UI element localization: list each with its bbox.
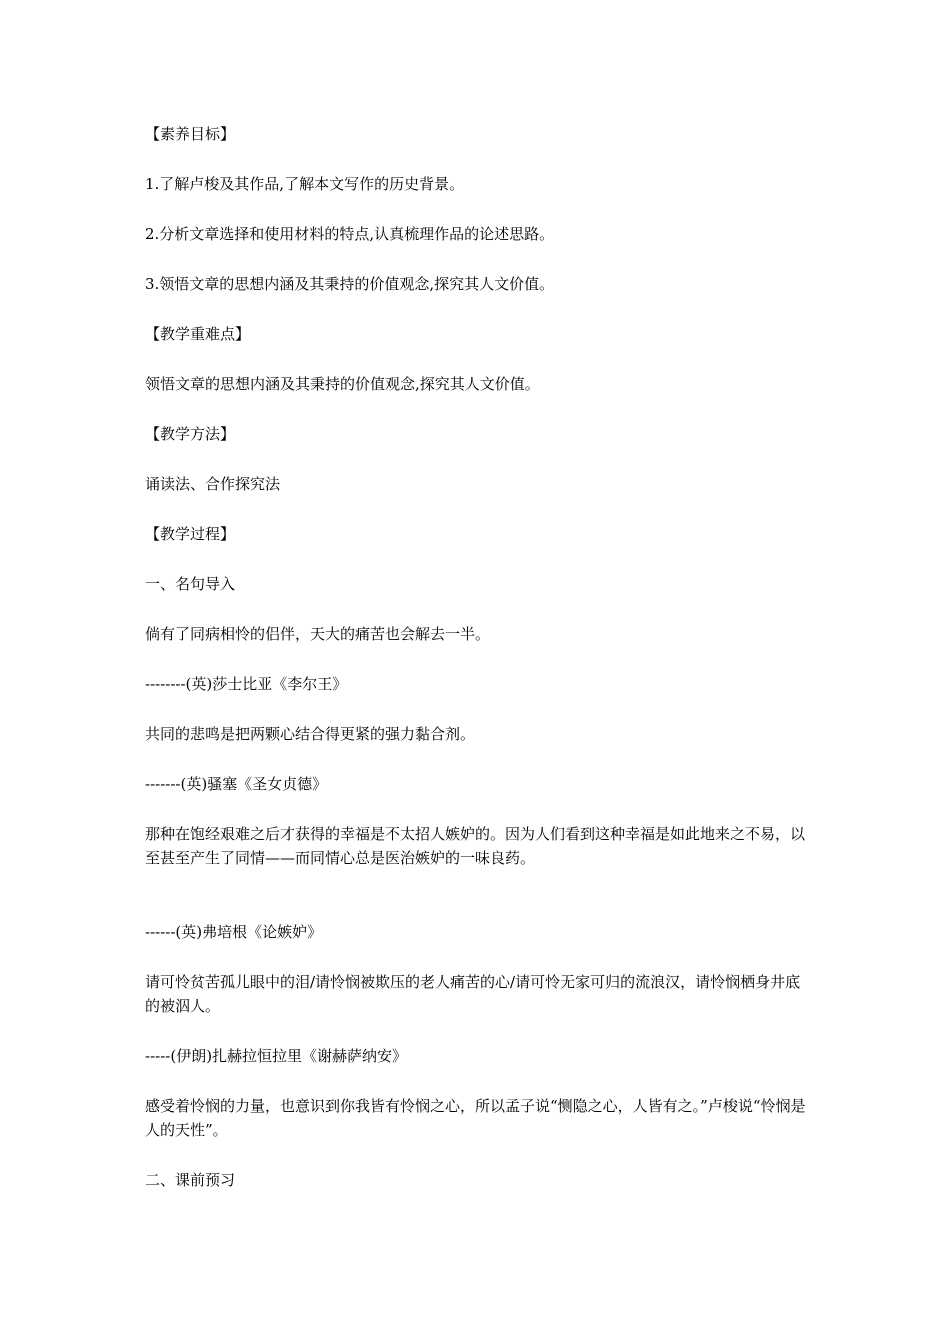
heading-literacy-goals: 【素养目标】 xyxy=(145,125,236,143)
quote-text: 倘有了同病相怜的侣伴，天大的痛苦也会解去一半。 xyxy=(145,625,491,643)
heading-key-points: 【教学重难点】 xyxy=(145,325,251,343)
quote-attribution: --------(英)莎士比亚《李尔王》 xyxy=(145,675,348,693)
quote-attribution: ------(英)弗培根《论嫉妒》 xyxy=(145,923,323,941)
summary-paragraph: 感受着怜悯的力量，也意识到你我皆有怜悯之心，所以孟子说“恻隐之心，人皆有之。”卢梭说“怜悯是人的天性”。 xyxy=(145,1097,806,1139)
heading-teaching-process: 【教学过程】 xyxy=(145,525,236,543)
quote-text: 共同的悲鸣是把两颗心结合得更紧的强力黏合剂。 xyxy=(145,725,476,743)
quote-text: 那种在饱经艰难之后才获得的幸福是不太招人嫉妒的。因为人们看到这种幸福是如此地来之不易，以至甚至产生了同情——而同情心总是医治嫉妒的一味良药。 xyxy=(145,825,806,867)
section-heading-quotes: 一、名句导入 xyxy=(145,575,236,593)
key-points-text: 领悟文章的思想内涵及其秉持的价值观念,探究其人文价值。 xyxy=(145,375,540,393)
document-body xyxy=(145,122,810,1218)
goal-item-3: 3.领悟文章的思想内涵及其秉持的价值观念,探究其人文价值。 xyxy=(145,275,555,293)
section-heading-preview: 二、课前预习 xyxy=(145,1171,236,1189)
quote-text: 请可怜贫苦孤儿眼中的泪/请怜悯被欺压的老人痛苦的心/请可怜无家可归的流浪汉，请怜悯栖身井底的被泅人。 xyxy=(145,973,801,1015)
goal-item-1: 1.了解卢梭及其作品,了解本文写作的历史背景。 xyxy=(145,175,465,193)
heading-teaching-methods: 【教学方法】 xyxy=(145,425,236,443)
quote-attribution: -----(伊朗)扎赫拉恒拉里《谢赫萨纳安》 xyxy=(145,1047,408,1065)
goal-item-2: 2.分析文章选择和使用材料的特点,认真梳理作品的论述思路。 xyxy=(145,225,555,243)
teaching-methods-text: 诵读法、合作探究法 xyxy=(145,475,281,493)
quote-attribution: -------(英)骚塞《圣女贞德》 xyxy=(145,775,328,793)
